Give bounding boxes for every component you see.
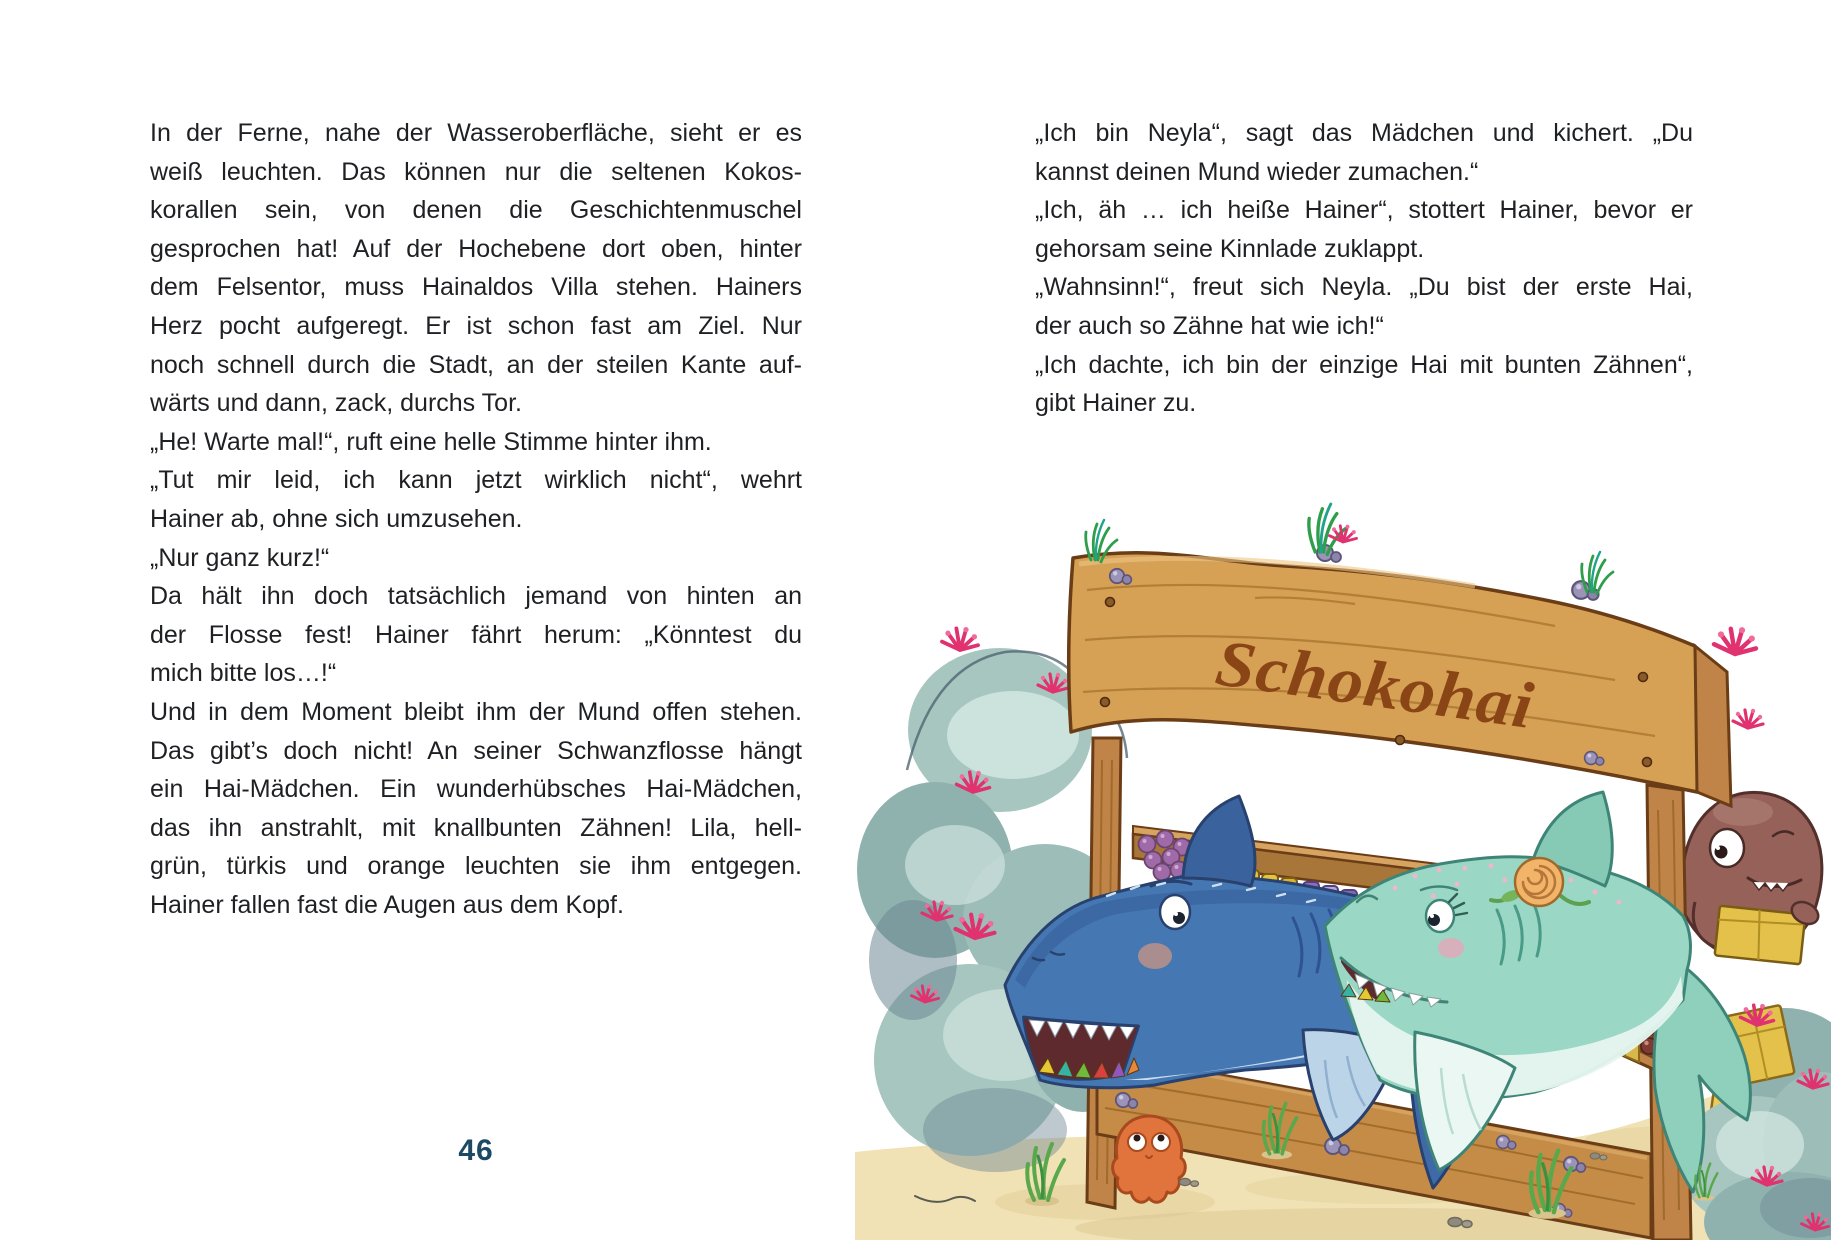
text-line: „Tut mir leid, ich kann jetzt wirklich nicht“, wehrt bbox=[150, 466, 802, 495]
text-line: Da hält ihn doch tatsächlich jemand von hinten an bbox=[150, 582, 802, 611]
text-line: korallen sein, von denen die Geschichtenmuschel bbox=[150, 196, 802, 225]
text-line: „Ich dachte, ich bin der einzige Hai mit bunten Zähnen“, bbox=[1035, 350, 1693, 379]
text-line: „He! Warte mal!“, ruft eine helle Stimme hinter ihm. bbox=[150, 427, 712, 456]
left-page-text bbox=[150, 114, 802, 924]
sign-text: Schokohai bbox=[1211, 626, 1518, 741]
text-line: der Flosse fest! Hainer fährt herum: „Könntest du bbox=[150, 620, 802, 649]
text-line: Und in dem Moment bleibt ihm der Mund offen stehen. bbox=[150, 697, 802, 726]
text-line: dem Felsentor, muss Hainaldos Villa stehen. Hainers bbox=[150, 273, 802, 302]
text-line: gibt Hainer zu. bbox=[1035, 389, 1197, 418]
text-line: kannst deinen Mund wieder zumachen.“ bbox=[1035, 157, 1479, 186]
text-line: weiß leuchten. Das können nur die seltenen Kokos- bbox=[150, 157, 802, 186]
text-line: Das gibt’s doch nicht! An seiner Schwanzflosse hängt bbox=[150, 736, 802, 765]
text-line: „Nur ganz kurz!“ bbox=[150, 543, 330, 572]
stand-sign bbox=[1069, 504, 1763, 806]
text-line: „Ich bin Neyla“, sagt das Mädchen und kichert. „Du bbox=[1035, 119, 1693, 147]
text-line: Hainer fallen fast die Augen aus dem Kopf. bbox=[150, 890, 624, 919]
text-line: Hainer ab, ohne sich umzusehen. bbox=[150, 504, 523, 533]
text-line: mich bitte los…!“ bbox=[150, 659, 337, 688]
octopus bbox=[1113, 1116, 1186, 1202]
text-line: Herz pocht aufgeregt. Er ist schon fast am Ziel. Nur bbox=[150, 311, 802, 340]
page-number: 46 bbox=[458, 1134, 494, 1167]
text-line: ein Hai-Mädchen. Ein wunderhübsches Hai-Mädchen, bbox=[150, 775, 802, 804]
text-line: das ihn anstrahlt, mit knallbunten Zähnen! Lila, hell- bbox=[150, 813, 802, 842]
text-line: „Wahnsinn!“, freut sich Neyla. „Du bist der erste Hai, bbox=[1035, 273, 1693, 302]
text-line: In der Ferne, nahe der Wasseroberfläche, sieht er es bbox=[150, 119, 802, 147]
right-page-text bbox=[1035, 114, 1693, 423]
text-line: gehorsam seine Kinnlade zuklappt. bbox=[1035, 234, 1425, 263]
text-line: gesprochen hat! Auf der Hochebene dort oben, hinter bbox=[150, 234, 802, 263]
text-line: wärts und dann, zack, durchs Tor. bbox=[150, 389, 522, 418]
text-line: noch schnell durch die Stadt, an der steilen Kante auf- bbox=[150, 350, 802, 379]
chocolate-creature bbox=[1682, 792, 1822, 964]
text-line: der auch so Zähne hat wie ich!“ bbox=[1035, 311, 1384, 340]
text-line: grün, türkis und orange leuchten sie ihm entgegen. bbox=[150, 852, 802, 881]
underwater-illustration bbox=[855, 440, 1831, 1240]
text-line: „Ich, äh … ich heiße Hainer“, stottert Hainer, bevor er bbox=[1035, 196, 1693, 225]
